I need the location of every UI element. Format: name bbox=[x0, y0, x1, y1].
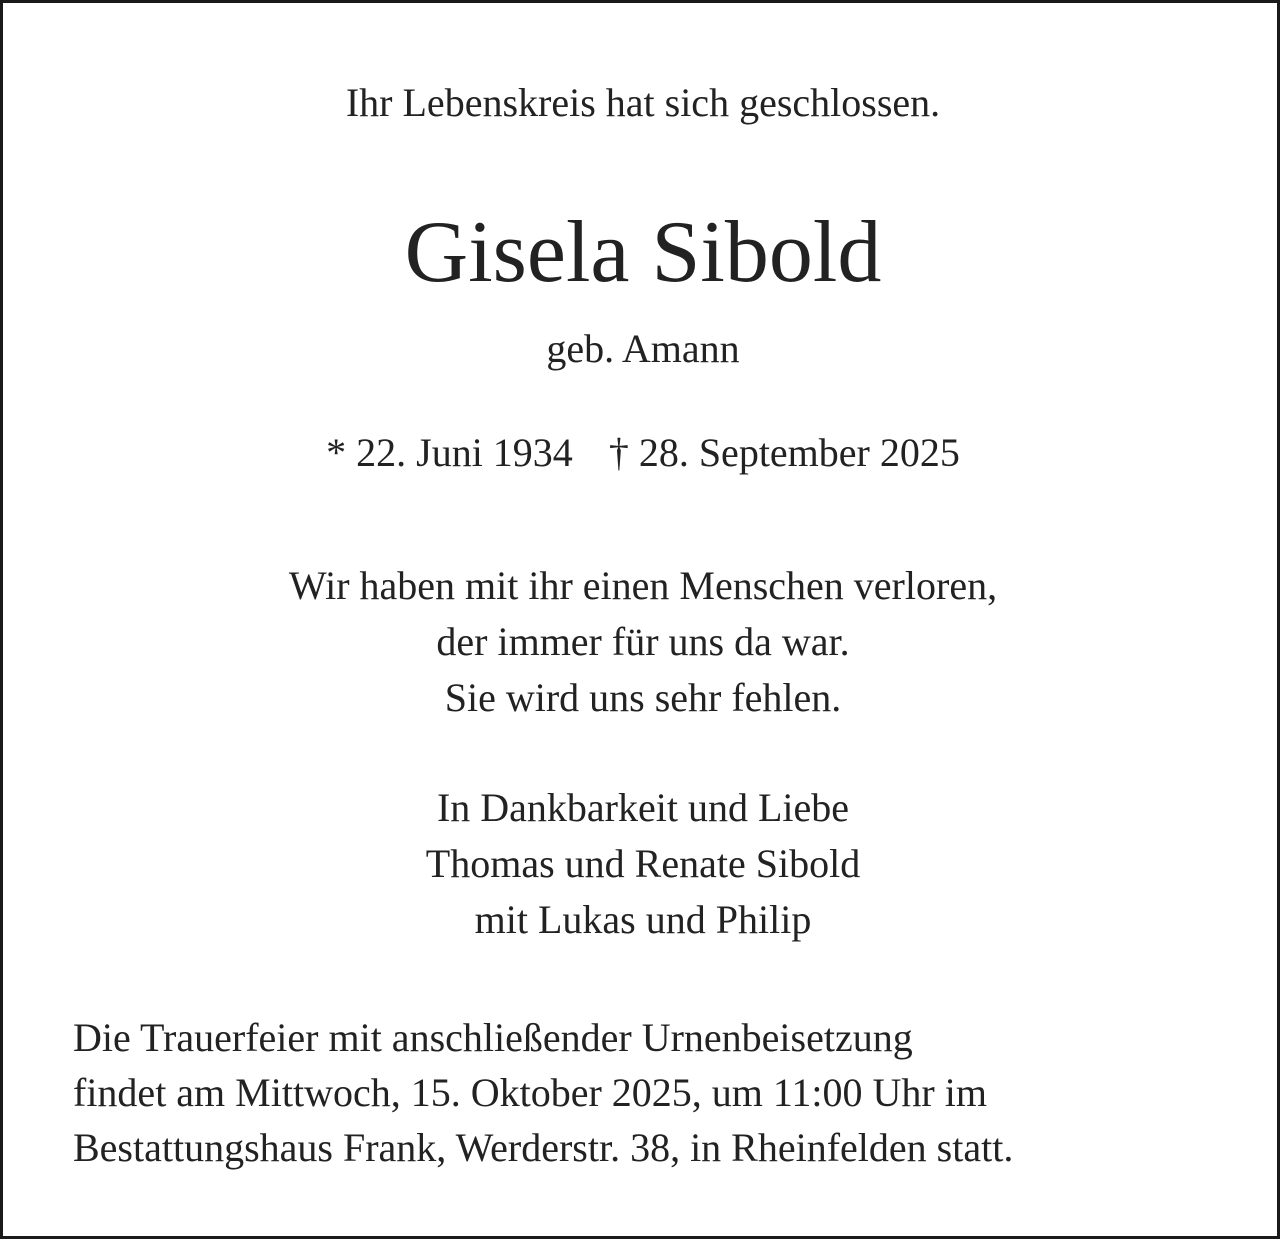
birth-date: * 22. Juni 1934 bbox=[326, 430, 573, 475]
verse-line: der immer für uns da war. bbox=[436, 619, 850, 664]
deceased-name: Gisela Sibold bbox=[404, 204, 882, 301]
life-dates bbox=[3, 429, 1280, 477]
verse bbox=[3, 558, 1280, 726]
funeral-notice bbox=[73, 1010, 1253, 1175]
signoff-line: mit Lukas und Philip bbox=[474, 897, 812, 942]
mourners-signoff bbox=[3, 780, 1280, 948]
maiden-name: geb. Amann bbox=[546, 326, 740, 371]
signoff-line: In Dankbarkeit und Liebe bbox=[436, 785, 850, 830]
notice-line: findet am Mittwoch, 15. Oktober 2025, um 11:00 Uhr im bbox=[73, 1070, 987, 1115]
motto: Ihr Lebenskreis hat sich geschlossen. bbox=[345, 80, 941, 125]
verse-line: Wir haben mit ihr einen Menschen verloren, bbox=[288, 563, 998, 608]
death-date: † 28. September 2025 bbox=[608, 430, 960, 475]
verse-line: Sie wird uns sehr fehlen. bbox=[444, 675, 842, 720]
signoff-line: Thomas und Renate Sibold bbox=[425, 841, 861, 886]
notice-line: Bestattungshaus Frank, Werderstr. 38, in Rheinfelden statt. bbox=[73, 1125, 1014, 1170]
notice-line: Die Trauerfeier mit anschließender Urnenbeisetzung bbox=[73, 1015, 913, 1060]
